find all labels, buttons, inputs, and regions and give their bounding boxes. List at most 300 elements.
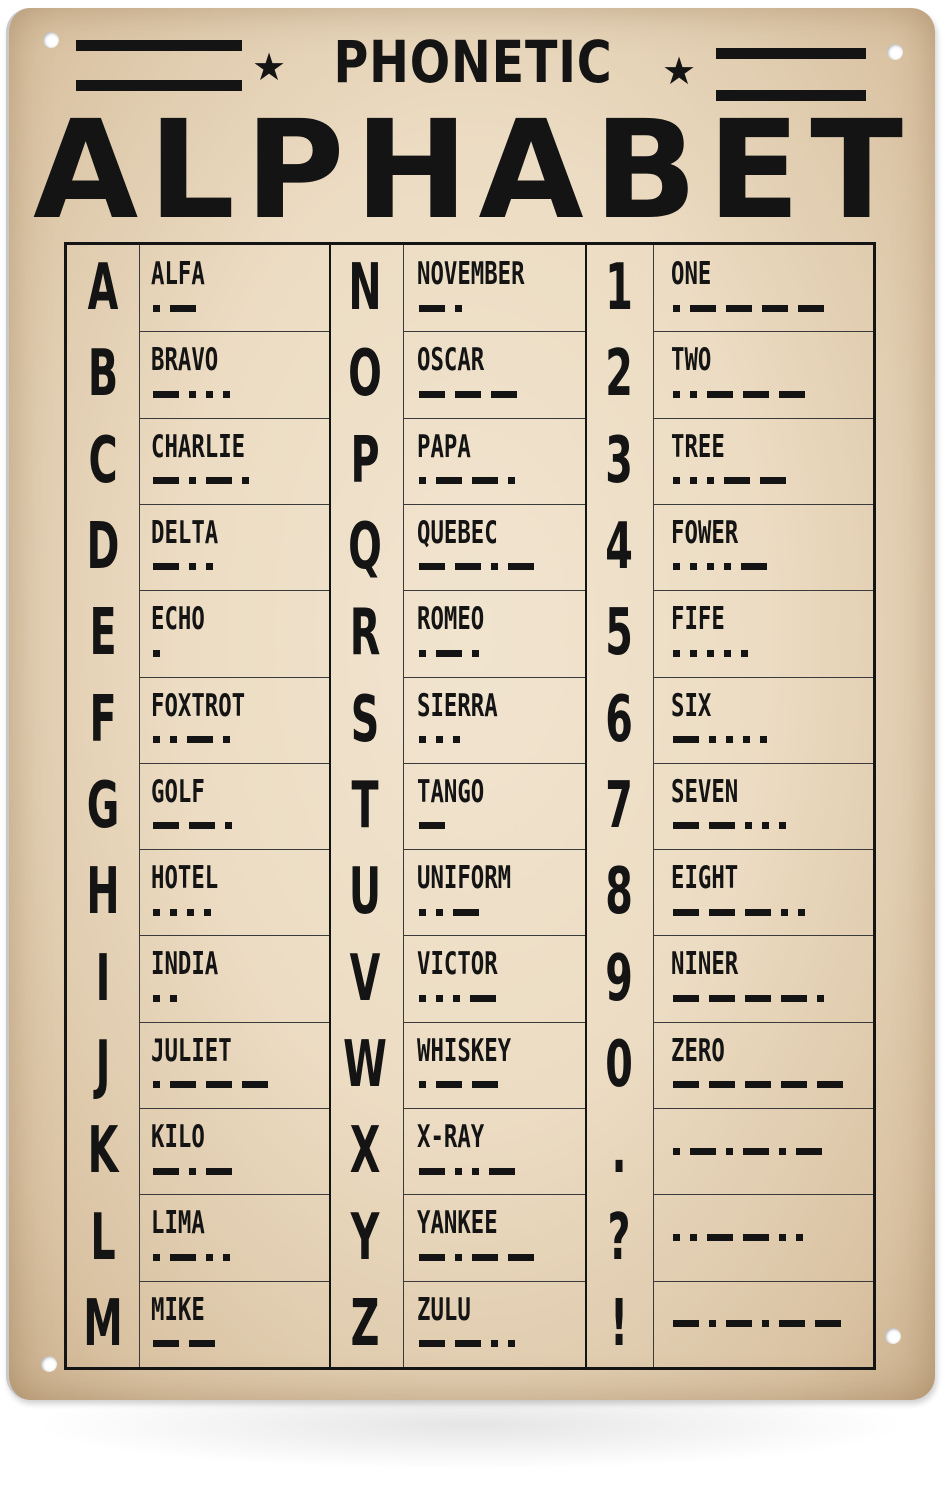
morse-dot — [436, 736, 443, 743]
morse-code — [419, 733, 470, 747]
morse-dot — [690, 650, 697, 657]
morse-code — [153, 905, 221, 919]
grid-row-divider — [403, 1194, 585, 1195]
code-word: EIGHT — [671, 860, 739, 897]
code-word: NOVEMBER — [417, 256, 525, 292]
morse-dash — [455, 563, 481, 570]
morse-dot — [204, 909, 211, 916]
code-word: FIFE — [671, 601, 725, 638]
morse-dash — [709, 1081, 735, 1088]
morse-dot — [455, 1168, 462, 1175]
morse-dot — [419, 909, 426, 916]
grid-row-divider — [403, 331, 585, 332]
morse-dot — [189, 391, 196, 398]
morse-dash — [726, 1320, 752, 1327]
symbol-g: G — [86, 769, 120, 843]
code-word: JULIET — [151, 1032, 232, 1069]
morse-dash — [436, 650, 462, 657]
morse-dot — [673, 563, 680, 570]
morse-code — [153, 474, 259, 488]
grid-row-divider — [653, 763, 873, 764]
morse-code — [419, 1164, 525, 1178]
morse-dot — [453, 995, 460, 1002]
symbol-s: S — [350, 682, 380, 757]
symbol-t: T — [351, 769, 379, 843]
symbol-6: 6 — [605, 682, 633, 757]
morse-code — [673, 301, 834, 315]
morse-dash — [153, 391, 179, 398]
morse-dot — [153, 995, 160, 1002]
morse-dash — [673, 736, 699, 743]
code-word: GOLF — [151, 773, 205, 810]
code-word: NINER — [671, 946, 739, 983]
code-word: MIKE — [151, 1291, 205, 1328]
morse-dash — [745, 995, 771, 1002]
morse-dot — [817, 995, 824, 1002]
morse-dot — [762, 1320, 769, 1327]
symbol-4: 4 — [605, 510, 633, 585]
morse-dash — [707, 1234, 733, 1241]
morse-dash — [187, 736, 213, 743]
morse-code — [153, 301, 206, 315]
symbol-9: 9 — [605, 941, 633, 1016]
morse-dash — [436, 1081, 462, 1088]
code-word: KILO — [151, 1119, 205, 1156]
symbol-y: Y — [350, 1200, 380, 1275]
morse-dash — [508, 1254, 534, 1261]
grid-row-divider — [139, 1194, 329, 1195]
symbol-a: A — [87, 251, 119, 326]
symbol-f: F — [89, 682, 117, 757]
grid-row-divider — [403, 1022, 585, 1023]
morse-dash — [673, 909, 699, 916]
morse-dot — [707, 563, 714, 570]
morse-code — [673, 560, 777, 574]
morse-dot — [419, 650, 426, 657]
morse-code — [419, 646, 489, 660]
morse-code — [419, 560, 544, 574]
morse-dot — [153, 909, 160, 916]
grid-row-divider — [653, 504, 873, 505]
code-word: FOWER — [671, 514, 739, 551]
code-word: DELTA — [151, 514, 219, 551]
morse-code — [419, 474, 525, 488]
code-word: ZULU — [417, 1291, 471, 1328]
code-word: ECHO — [151, 601, 205, 638]
morse-dot — [170, 995, 177, 1002]
symbol-d: D — [86, 510, 120, 585]
grid-divider-vertical — [403, 245, 404, 1367]
morse-code — [153, 733, 240, 747]
symbol-0: 0 — [605, 1027, 633, 1102]
morse-dot — [796, 1234, 803, 1241]
code-word: CHARLIE — [151, 428, 246, 465]
morse-dash — [673, 1081, 699, 1088]
morse-dash — [817, 1081, 843, 1088]
morse-dash — [690, 305, 716, 312]
grid-row-divider — [653, 331, 873, 332]
code-word: SIX — [671, 687, 712, 724]
symbol-q: Q — [348, 510, 382, 585]
morse-dash — [709, 822, 735, 829]
symbol-n: N — [348, 251, 382, 326]
code-word: QUEBEC — [417, 514, 498, 551]
morse-dash — [419, 305, 445, 312]
symbol-r: R — [349, 596, 381, 671]
morse-dot — [690, 391, 697, 398]
morse-dot — [673, 1234, 680, 1241]
symbol-1: 1 — [605, 251, 633, 326]
morse-dash — [743, 1148, 769, 1155]
morse-dash — [724, 477, 750, 484]
morse-code — [419, 387, 527, 401]
morse-dot — [223, 1254, 230, 1261]
grid-row-divider — [139, 677, 329, 678]
morse-dot — [419, 1081, 426, 1088]
morse-dash — [419, 1168, 445, 1175]
code-word: X-RAY — [417, 1119, 485, 1156]
morse-code — [673, 1230, 813, 1244]
symbol-j: J — [95, 1027, 111, 1102]
morse-code — [419, 905, 489, 919]
morse-dash — [419, 563, 445, 570]
morse-dash — [455, 391, 481, 398]
symbol-7: 7 — [605, 769, 633, 843]
morse-dot — [206, 391, 213, 398]
morse-dash — [189, 1340, 215, 1347]
code-word: PAPA — [417, 428, 471, 465]
morse-code — [419, 301, 472, 315]
morse-dash — [743, 391, 769, 398]
mounting-hole-bottom-left — [41, 1356, 57, 1372]
morse-dash — [419, 1340, 445, 1347]
grid-row-divider — [403, 763, 585, 764]
morse-dash — [153, 1340, 179, 1347]
symbol-8: 8 — [605, 855, 633, 930]
morse-code — [419, 819, 455, 833]
grid-row-divider — [403, 418, 585, 419]
star-right-icon: ★ — [662, 49, 697, 93]
morse-dash — [798, 305, 824, 312]
morse-dot — [419, 477, 426, 484]
morse-dash — [796, 1148, 822, 1155]
morse-dash — [206, 1081, 232, 1088]
morse-dot — [455, 305, 462, 312]
morse-code — [419, 1337, 525, 1351]
symbol-question: ? — [607, 1200, 631, 1275]
morse-dash — [206, 477, 232, 484]
symbol-b: B — [87, 337, 119, 412]
morse-dot — [153, 650, 160, 657]
symbol-m: M — [83, 1286, 123, 1361]
morse-dash — [470, 995, 496, 1002]
morse-dash — [153, 477, 179, 484]
morse-dash — [743, 1234, 769, 1241]
code-word: ROMEO — [417, 601, 485, 638]
morse-dot — [709, 1320, 716, 1327]
morse-code — [673, 387, 815, 401]
grid-row-divider — [403, 504, 585, 505]
grid-row-divider — [139, 331, 329, 332]
morse-dot — [690, 477, 697, 484]
morse-dot — [724, 650, 731, 657]
morse-dot — [673, 305, 680, 312]
grid-row-divider — [139, 1022, 329, 1023]
code-word: LIMA — [151, 1205, 205, 1242]
morse-code — [673, 733, 777, 747]
morse-dot — [472, 1168, 479, 1175]
symbol-5: 5 — [605, 596, 633, 671]
morse-dot — [690, 563, 697, 570]
grid-row-divider — [653, 1108, 873, 1109]
grid-row-divider — [403, 590, 585, 591]
morse-dash — [779, 391, 805, 398]
morse-dash — [170, 305, 196, 312]
morse-dot — [223, 391, 230, 398]
morse-dash — [206, 1168, 232, 1175]
symbol-x: X — [349, 1114, 381, 1189]
morse-dash — [419, 822, 445, 829]
grid-row-divider — [139, 418, 329, 419]
symbol-period: . — [611, 1114, 627, 1189]
morse-dot — [508, 1340, 515, 1347]
symbol-w: W — [343, 1027, 387, 1102]
code-word: TREE — [671, 428, 725, 465]
grid-row-divider — [139, 849, 329, 850]
code-word: WHISKEY — [417, 1032, 512, 1069]
grid-row-divider — [403, 1108, 585, 1109]
morse-dot — [436, 995, 443, 1002]
symbol-2: 2 — [605, 337, 633, 412]
grid-row-divider — [653, 935, 873, 936]
code-word: BRAVO — [151, 342, 219, 379]
grid-row-divider — [653, 590, 873, 591]
morse-dash — [815, 1320, 841, 1327]
morse-dash — [673, 822, 699, 829]
morse-dash — [472, 477, 498, 484]
morse-dot — [189, 477, 196, 484]
morse-dot — [779, 1234, 786, 1241]
grid-divider-vertical — [139, 245, 140, 1367]
code-word: YANKEE — [417, 1205, 498, 1242]
morse-dot — [779, 1148, 786, 1155]
morse-dot — [491, 1340, 498, 1347]
grid-group-divider — [329, 245, 331, 1367]
morse-dot — [153, 1254, 160, 1261]
morse-code — [673, 819, 796, 833]
morse-code — [153, 991, 187, 1005]
code-word: SEVEN — [671, 773, 739, 810]
morse-dot — [491, 563, 498, 570]
morse-dash — [153, 1168, 179, 1175]
morse-dot — [707, 477, 714, 484]
symbol-k: K — [87, 1114, 119, 1189]
code-word: ALFA — [151, 256, 205, 292]
morse-dot — [709, 736, 716, 743]
code-word: HOTEL — [151, 860, 219, 897]
morse-dot — [745, 822, 752, 829]
mounting-hole-top-left — [43, 32, 59, 48]
morse-dash — [779, 1320, 805, 1327]
star-left-icon: ★ — [252, 45, 287, 89]
morse-dot — [189, 563, 196, 570]
morse-code — [153, 819, 242, 833]
morse-dash — [472, 1254, 498, 1261]
symbol-h: H — [86, 855, 120, 930]
grid-row-divider — [139, 590, 329, 591]
morse-dash — [762, 305, 788, 312]
symbol-i: I — [95, 941, 111, 1016]
morse-dot — [419, 995, 426, 1002]
morse-dot — [453, 736, 460, 743]
morse-dot — [707, 650, 714, 657]
symbol-p: P — [350, 423, 380, 498]
grid-group-divider — [585, 245, 587, 1367]
code-word: TANGO — [417, 773, 485, 810]
code-word: ONE — [671, 256, 712, 292]
morse-dot — [762, 822, 769, 829]
morse-dash — [436, 477, 462, 484]
morse-dash — [726, 305, 752, 312]
title-alphabet: ALPHABET — [33, 92, 913, 250]
morse-code — [673, 991, 834, 1005]
morse-dot — [798, 909, 805, 916]
symbol-exclamation: ! — [609, 1286, 629, 1361]
morse-dash — [745, 909, 771, 916]
morse-dot — [741, 650, 748, 657]
morse-dash — [189, 822, 215, 829]
code-word: SIERRA — [417, 687, 498, 724]
title-phonetic: PHONETIC — [333, 28, 613, 96]
symbol-e: E — [89, 596, 117, 671]
grid-row-divider — [653, 677, 873, 678]
morse-code — [673, 646, 758, 660]
morse-code — [673, 474, 796, 488]
morse-dash — [153, 563, 179, 570]
morse-dash — [781, 995, 807, 1002]
code-word: ZERO — [671, 1032, 725, 1069]
morse-dash — [741, 563, 767, 570]
code-word: OSCAR — [417, 342, 485, 379]
morse-code — [153, 646, 170, 660]
morse-code — [153, 1078, 278, 1092]
grid-row-divider — [403, 935, 585, 936]
morse-dash — [781, 1081, 807, 1088]
morse-dot — [436, 909, 443, 916]
grid-row-divider — [403, 849, 585, 850]
morse-dash — [745, 1081, 771, 1088]
morse-dot — [743, 736, 750, 743]
morse-dash — [673, 1320, 699, 1327]
morse-code — [673, 905, 815, 919]
morse-code — [673, 1317, 851, 1331]
morse-dash — [709, 995, 735, 1002]
morse-dash — [455, 1340, 481, 1347]
morse-dash — [489, 1168, 515, 1175]
morse-dash — [709, 909, 735, 916]
morse-dot — [153, 305, 160, 312]
morse-dot — [206, 1254, 213, 1261]
morse-dot — [153, 1081, 160, 1088]
morse-dot — [690, 1234, 697, 1241]
grid-divider-vertical — [653, 245, 654, 1367]
morse-dash — [153, 822, 179, 829]
morse-dash — [690, 1148, 716, 1155]
morse-dot — [206, 563, 213, 570]
symbol-3: 3 — [605, 423, 633, 498]
morse-dot — [673, 1148, 680, 1155]
symbol-z: Z — [350, 1286, 380, 1361]
morse-code — [419, 991, 506, 1005]
morse-code — [673, 1144, 832, 1158]
mounting-hole-bottom-right — [885, 1328, 901, 1344]
grid-row-divider — [139, 504, 329, 505]
symbol-l: L — [90, 1200, 116, 1275]
code-word: FOXTROT — [151, 687, 246, 724]
morse-code — [153, 1337, 225, 1351]
morse-code — [419, 1078, 508, 1092]
symbol-c: C — [88, 423, 118, 498]
morse-dot — [781, 909, 788, 916]
morse-dash — [760, 477, 786, 484]
grid-row-divider — [653, 849, 873, 850]
morse-code — [673, 1078, 853, 1092]
morse-dot — [455, 1254, 462, 1261]
morse-dash — [508, 563, 534, 570]
morse-code — [419, 1250, 544, 1264]
grid-row-divider — [403, 677, 585, 678]
morse-dot — [170, 909, 177, 916]
morse-dash — [491, 391, 517, 398]
morse-dot — [760, 736, 767, 743]
morse-dot — [242, 477, 249, 484]
morse-dash — [707, 391, 733, 398]
morse-dash — [242, 1081, 268, 1088]
morse-dash — [673, 995, 699, 1002]
morse-dot — [726, 736, 733, 743]
morse-dot — [779, 822, 786, 829]
grid-row-divider — [139, 763, 329, 764]
grid-row-divider — [139, 935, 329, 936]
morse-dot — [225, 822, 232, 829]
morse-dash — [419, 391, 445, 398]
symbol-o: O — [348, 337, 382, 412]
morse-dot — [187, 909, 194, 916]
morse-dot — [472, 650, 479, 657]
morse-code — [153, 1164, 242, 1178]
code-word: VICTOR — [417, 946, 498, 983]
morse-dot — [726, 1148, 733, 1155]
code-word: TWO — [671, 342, 712, 379]
grid-row-divider — [653, 418, 873, 419]
morse-code — [153, 387, 240, 401]
code-word: UNIFORM — [417, 860, 512, 897]
morse-dash — [170, 1254, 196, 1261]
grid-row-divider — [139, 1281, 329, 1282]
morse-dot — [170, 736, 177, 743]
morse-code — [153, 560, 223, 574]
morse-dot — [673, 477, 680, 484]
phonetic-table — [64, 242, 876, 1370]
grid-row-divider — [653, 1281, 873, 1282]
morse-dot — [724, 563, 731, 570]
grid-row-divider — [653, 1022, 873, 1023]
grid-row-divider — [139, 1108, 329, 1109]
morse-dash — [453, 909, 479, 916]
morse-code — [153, 1250, 240, 1264]
symbol-v: V — [349, 941, 381, 1016]
morse-dot — [419, 736, 426, 743]
